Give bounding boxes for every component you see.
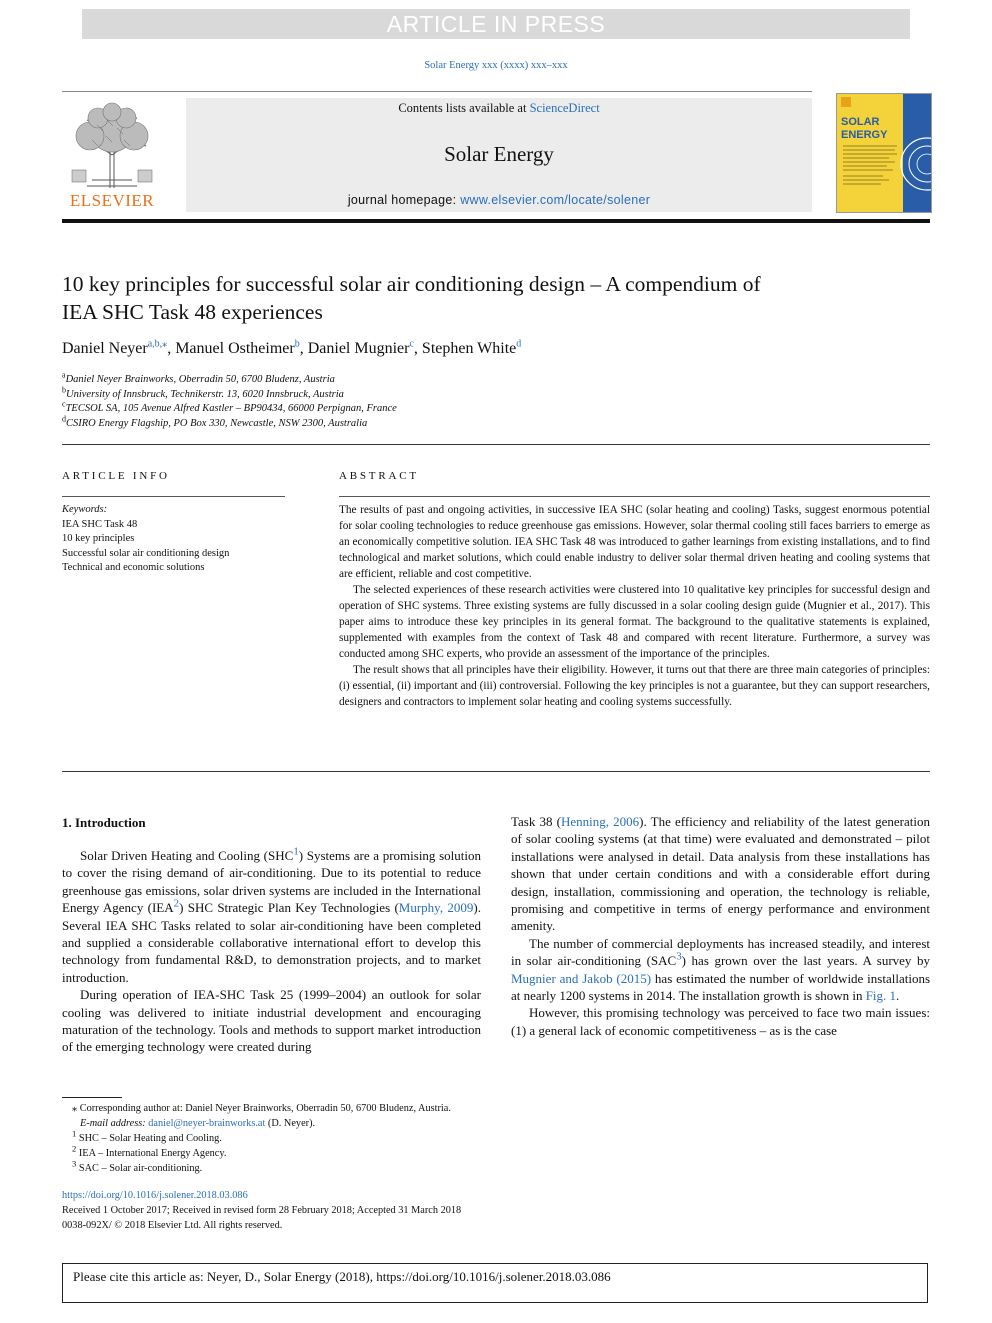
affiliation: [62, 414, 922, 432]
footnotes: [62, 1101, 562, 1176]
body-paragraph: [511, 813, 930, 935]
footnote-text: Corresponding author at: Daniel Neyer Brainworks, Oberradin 50, 6700 Bludenz, Austria.: [79, 1103, 451, 1114]
body-column-right: [511, 813, 930, 1039]
footnote-text: IEA – International Energy Agency.: [78, 1148, 227, 1159]
text-run: ). Several IEA SHC Tasks related to solar air-conditioning have been completed and supplied a considerable collaborative international effort to develop this technology from fundamental R&D, to demonstration projects, and to market introduction.: [62, 900, 481, 985]
text-run: .: [896, 988, 900, 1004]
journal-reference[interactable]: Solar Energy xxx (xxxx) xxx–xxx: [424, 60, 568, 71]
article-info-rule: [62, 496, 285, 497]
email-label: E-mail address:: [80, 1118, 146, 1129]
text-run: ) Systems are a promising solution to cover the rising demand of air-conditioning. Due to its potential to reduce greenhouse gas emissions, solar driven systems are included in the International Energy Agency (IEA: [62, 848, 481, 916]
author-marks[interactable]: b: [294, 338, 300, 350]
text-run: has estimated the number of worldwide installations at nearly 1200 systems in 2014. The installation growth is shown in: [511, 970, 931, 1004]
publisher-name: ELSEVIER: [69, 191, 155, 210]
affiliation-mark: d: [62, 414, 66, 423]
text-run: Solar Driven Heating and Cooling (SHC: [80, 848, 294, 863]
affiliation-mark: b: [62, 385, 66, 394]
body-paragraph: However, this promising technology was perceived to face two main issues: (1) a general lack of economic competitiveness – as is the case: [511, 1005, 930, 1038]
keywords-block: [62, 503, 292, 576]
article-title: 10 key principles for successful solar air conditioning design – A compendium of IEA SHC Task 48 experiences: [62, 272, 761, 324]
contents-prefix: Contents lists available at: [398, 101, 530, 115]
author-separator: ,: [413, 340, 422, 357]
footnote-link[interactable]: 2: [173, 897, 180, 910]
journal-cover-thumbnail[interactable]: [836, 93, 932, 213]
homepage-line: [186, 193, 812, 207]
abstract-paragraph: The selected experiences of these research activities were clustered into 10 qualitative key principles for successful design and operation of SHC systems. Three existing systems are fully discussed in a solar cooling design guide (Mugnier et al., 2017). This paper aims to introduce these key principles in its general format. The background to the qualitative statements is explained, supplemented with examples from the context of Task 48 and compared with recent literature. Furthermore, a survey was conducted among SHC experts, who provide an assessment of the importance of the principles.: [339, 584, 930, 660]
footnote-rule: [62, 1097, 122, 1098]
author-name[interactable]: Manuel Ostheimer: [175, 340, 295, 357]
body-paragraph: [511, 935, 930, 1005]
cover-title-line1: SOLAR: [841, 116, 880, 128]
keyword: Technical and economic solutions: [62, 562, 205, 573]
article-info-heading: ARTICLE INFO: [62, 470, 170, 482]
affiliation: [62, 399, 922, 417]
keywords-label: Keywords:: [62, 504, 108, 515]
author-list: [62, 340, 922, 358]
author-separator: ,: [167, 340, 176, 357]
introduction-heading: 1. Introduction: [62, 815, 146, 830]
affiliation-mark: c: [62, 399, 66, 409]
citation-box: Please cite this article as: Neyer, D., Solar Energy (2018), https://doi.org/10.1016/j.solener.2018.03.086: [62, 1263, 928, 1303]
affiliation-text: University of Innsbruck, Technikerstr. 13, 6020 Innsbruck, Austria: [66, 388, 344, 400]
abstract-paragraph: The result shows that all principles have their eligibility. However, it turns out that there are three main categories of principles: (i) essential, (ii) important and (iii) controversial. Following the key principles is not a guarantee, but they can support researchers, designers and contractors to implement solar heating and cooling systems successfully.: [339, 664, 930, 708]
text-run: ). The efficiency and reliability of the latest generation of solar cooling systems (at that time) were evaluated and demonstrated – pilot installations were analysed in detail. Data analysis from these installations has shown that under certain conditions and with a considerable effort during design, installation, commissioning and operation, the technology is reliable, promising and competitive in terms of energy performance and environment amenity.: [511, 814, 930, 934]
footnote-mark: 3: [72, 1158, 77, 1169]
footnote-text: SHC – Solar Heating and Cooling.: [78, 1133, 222, 1144]
footnote-link[interactable]: 1: [293, 845, 299, 858]
figure-link[interactable]: Fig. 1: [865, 988, 897, 1004]
affiliation-list: [62, 370, 922, 431]
keyword: Successful solar air conditioning design: [62, 547, 230, 559]
abstract-paragraph: The results of past and ongoing activities, in successive IEA SHC (solar heating and cooling) Tasks, suggest enormous potential for solar cooling technologies to reduce greenhouse gas emissions. However, solar thermal cooling still faces barriers to emerge as an economically competitive solution. IEA SHC Task 48 was introduced to gather learnings from existing installations, and to find technological and market solutions, which could enable industry to deliver solar thermal driven heating and cooling systems that are efficient, reliable and cost competitive.: [339, 504, 930, 580]
body-paragraph: [62, 847, 481, 986]
journal-homepage-link[interactable]: www.elsevier.com/locate/solener: [460, 193, 651, 207]
abstract-body: [339, 502, 930, 710]
reference-link[interactable]: Mugnier and Jakob (2015): [511, 970, 652, 986]
received-dates: Received 1 October 2017; Received in revised form 28 February 2018; Accepted 31 March 2018: [62, 1205, 462, 1216]
footnote: [62, 1143, 562, 1161]
section-divider: [62, 771, 930, 772]
footnote: [62, 1128, 562, 1146]
affiliation: [62, 370, 922, 388]
reference-link[interactable]: Henning, 2006: [561, 814, 640, 829]
footnote-text: SAC – Solar air-conditioning.: [78, 1163, 203, 1174]
footnote: [62, 1158, 562, 1176]
affiliation-text: Daniel Neyer Brainworks, Oberradin 50, 6700 Bludenz, Austria: [65, 374, 335, 385]
abstract-rule: [339, 496, 930, 497]
affiliation: [62, 385, 922, 403]
author-marks[interactable]: d: [516, 338, 522, 350]
text-run: Task 38 (: [511, 814, 561, 829]
abstract-heading: ABSTRACT: [339, 470, 419, 482]
email-link[interactable]: daniel@neyer-brainworks.at: [148, 1118, 266, 1129]
keyword: IEA SHC Task 48: [62, 518, 138, 530]
reference-link[interactable]: Murphy, 2009: [398, 900, 474, 916]
footnote-mark: ⁎: [72, 1103, 78, 1114]
footnote-link[interactable]: 3: [676, 950, 682, 963]
author-marks[interactable]: a,b,⁎: [147, 338, 168, 350]
footnote-email: [62, 1116, 562, 1131]
author-marks[interactable]: c: [409, 338, 414, 350]
header-top-rule: [62, 91, 812, 92]
author-separator: ,: [299, 340, 308, 357]
cover-title-line2: ENERGY: [841, 129, 888, 141]
body-column-left: [62, 847, 481, 1056]
copyright: 0038-092X/ © 2018 Elsevier Ltd. All rights reserved.: [62, 1220, 283, 1231]
header-bottom-rule: [62, 219, 930, 223]
article-in-press-banner: ARTICLE IN PRESS: [82, 9, 910, 39]
affiliation-text: CSIRO Energy Flagship, PO Box 330, Newcastle, NSW 2300, Australia: [66, 417, 368, 429]
text-run: The number of commercial deployments has increased steadily, and interest in solar air-conditioning (SAC: [511, 935, 930, 969]
affiliation-mark: a: [62, 370, 66, 380]
email-suffix: (D. Neyer).: [265, 1118, 316, 1129]
journal-title: Solar Energy: [444, 142, 554, 166]
contents-line: [186, 101, 812, 116]
footnote-corresponding: [62, 1101, 562, 1116]
footnote-mark: 2: [72, 1143, 77, 1154]
sciencedirect-link[interactable]: ScienceDirect: [529, 101, 600, 115]
section-divider: [62, 444, 930, 445]
text-run: ) has grown over the last years. A survey by: [681, 953, 930, 969]
publication-info: [62, 1188, 662, 1233]
keyword: 10 key principles: [62, 533, 135, 544]
text-run: ) SHC Strategic Plan Key Technologies (: [179, 900, 399, 916]
author-name[interactable]: Daniel Neyer: [62, 340, 148, 357]
footnote-mark: 1: [72, 1128, 77, 1139]
body-paragraph: During operation of IEA-SHC Task 25 (1999–2004) an outlook for solar cooling was delivered to initiate industrial development and encouraging maturation of the technology. Tools and methods to support market introduction of the emerging technology were created during: [62, 987, 481, 1055]
author-name[interactable]: Daniel Mugnier: [307, 340, 410, 357]
doi-link[interactable]: https://doi.org/10.1016/j.solener.2018.03.086: [62, 1190, 248, 1201]
author-name[interactable]: Stephen White: [421, 340, 517, 357]
affiliation-text: TECSOL SA, 105 Avenue Alfred Kastler – BP90434, 66000 Perpignan, France: [65, 403, 397, 414]
homepage-prefix: journal homepage:: [347, 193, 461, 207]
